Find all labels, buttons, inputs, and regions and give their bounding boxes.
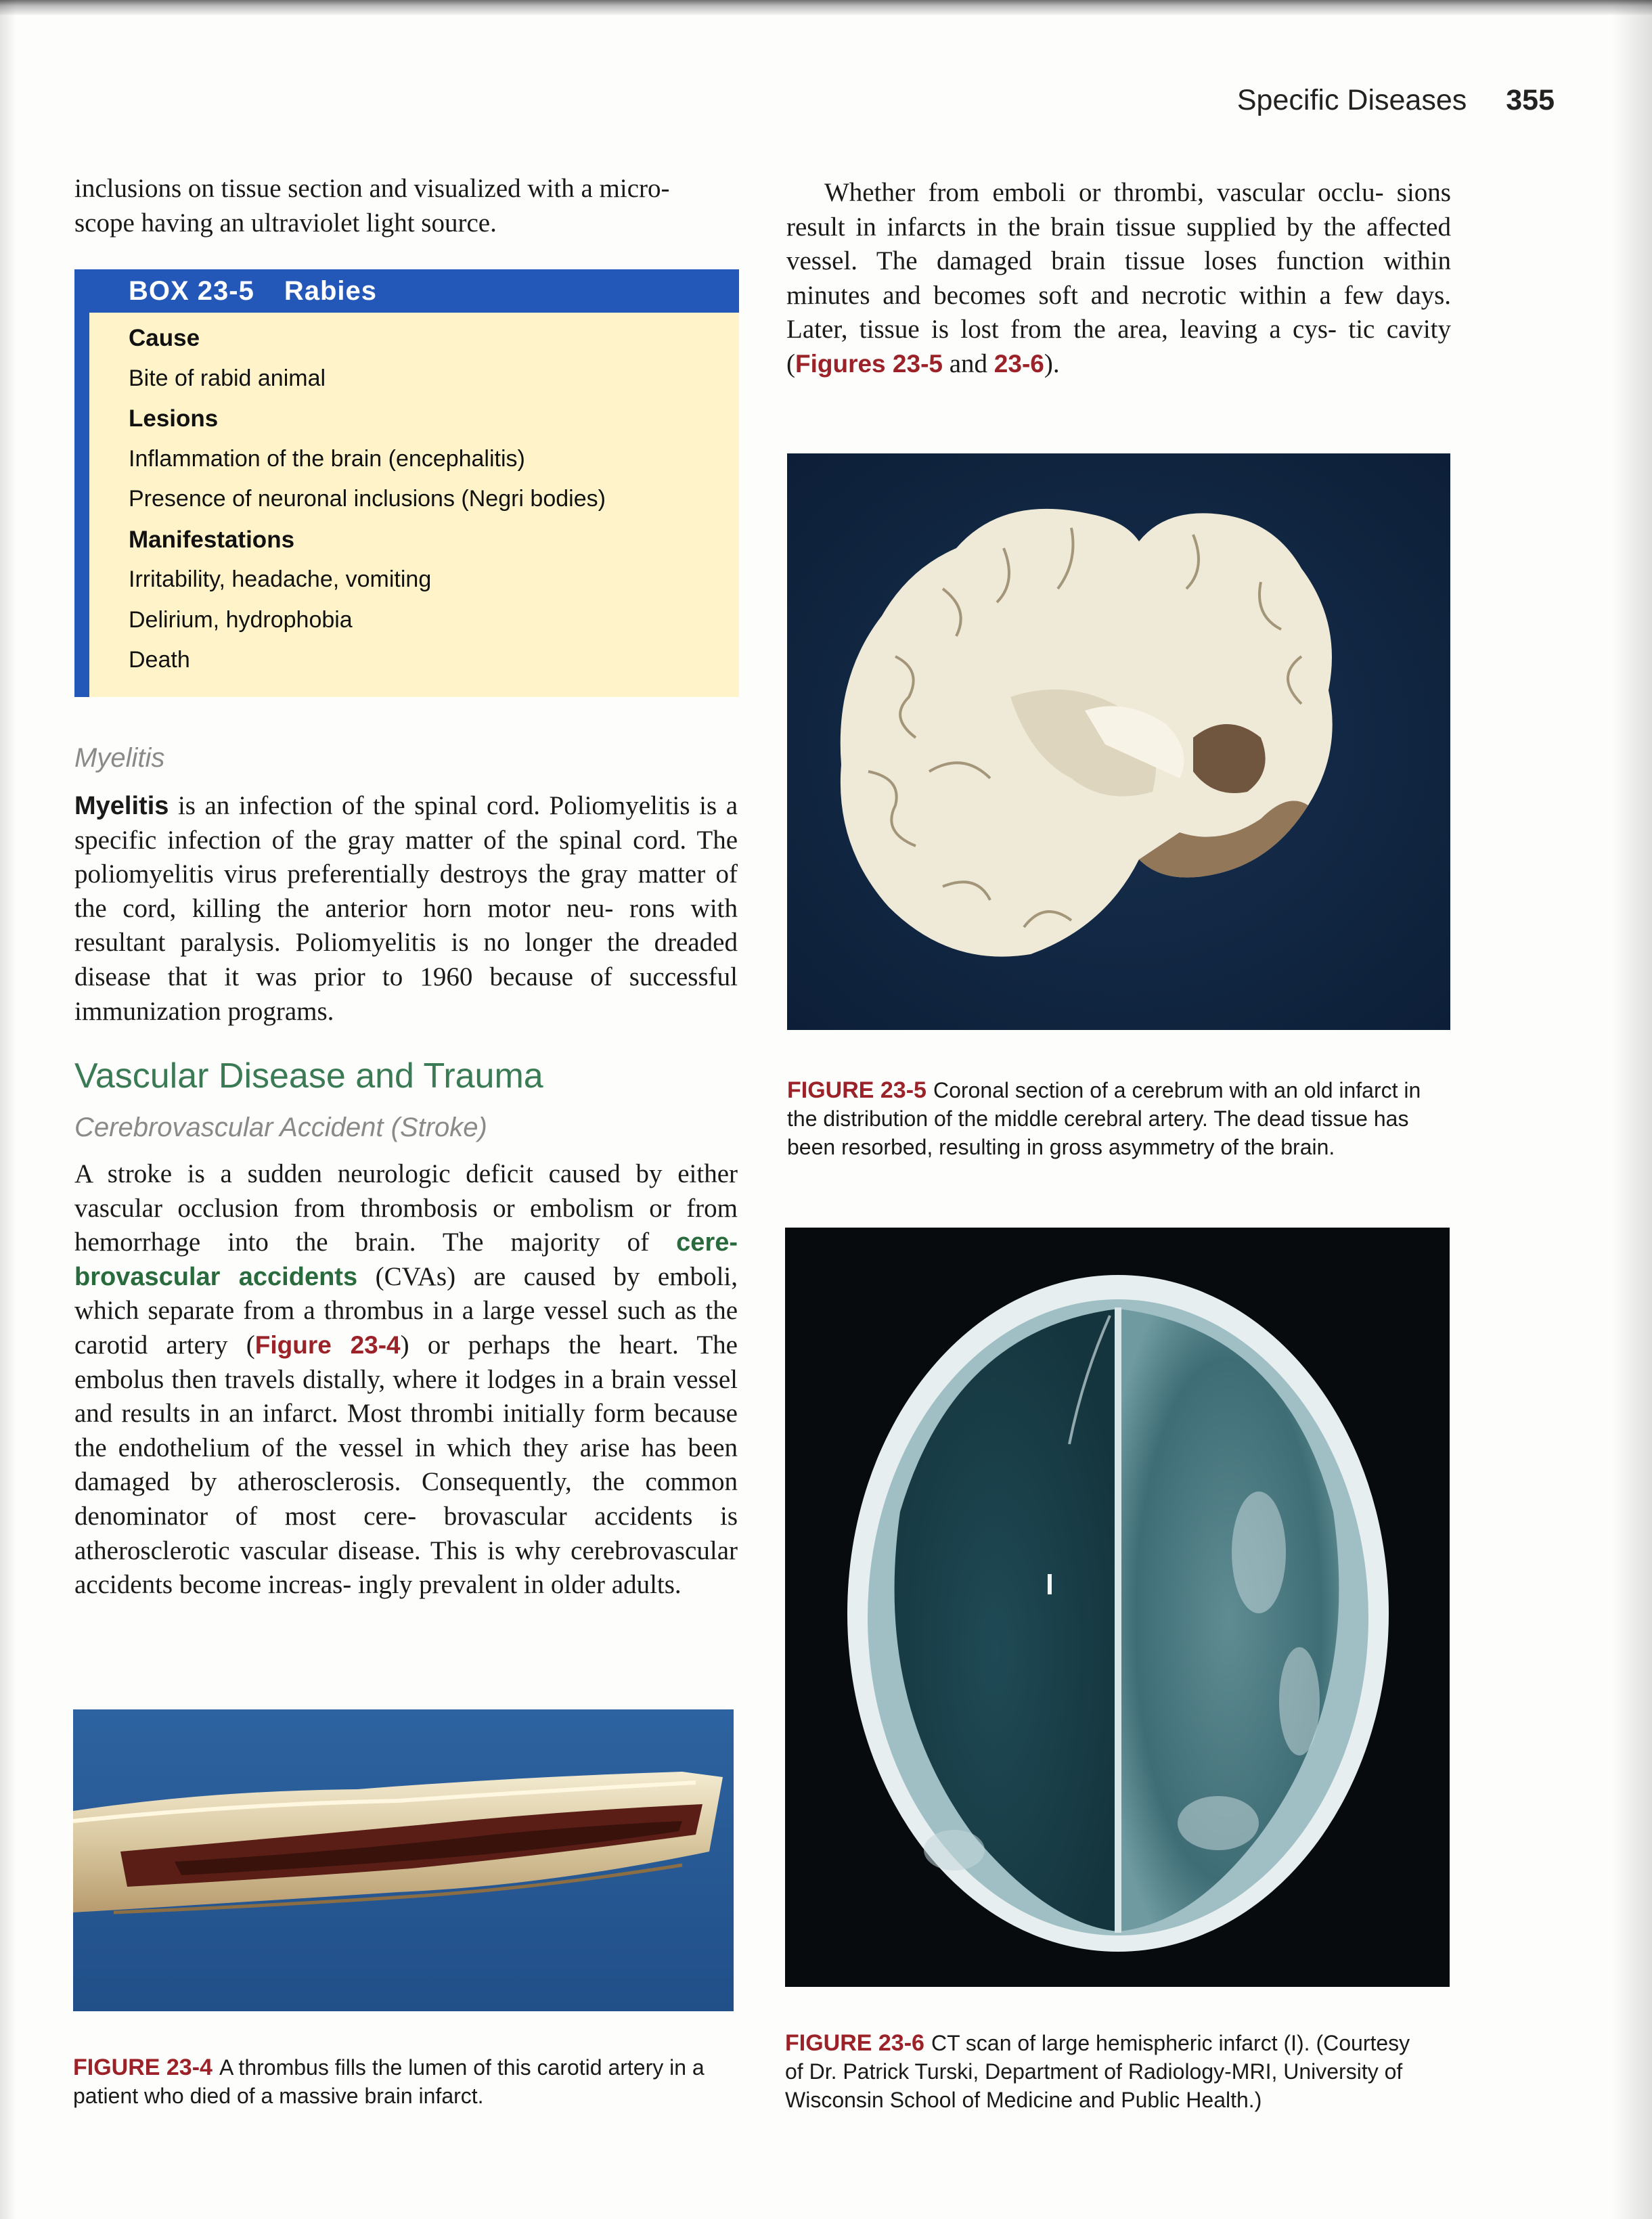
box-item: Presence of neuronal inclusions (Negri bodies)	[129, 486, 606, 512]
body-line: initially form because the endothelium of the vessel in	[74, 1399, 738, 1462]
body-line: the dreaded disease that it was prior to 1960 because of	[74, 928, 738, 991]
body-line: few days. Later, tissue is lost from the area, leaving a cys-	[786, 280, 1452, 344]
body-line: rons with resultant paralysis. Poliomyelitis is no longer	[74, 893, 738, 958]
body-line: The embolus then travels distally, where it lodges in	[74, 1330, 738, 1394]
box-item: Irritability, headache, vomiting	[129, 566, 432, 592]
figure-number: FIGURE 23-6	[785, 2030, 924, 2056]
stroke-heading: Cerebrovascular Accident (Stroke)	[74, 1113, 487, 1142]
infarct-paragraph	[786, 176, 1451, 382]
caption-line: Wisconsin School of Medicine and Public Health.)	[785, 2088, 1262, 2112]
figure-23-4-image	[73, 1709, 734, 2011]
page-edge-shadow	[1611, 0, 1652, 2219]
box-content	[89, 313, 739, 681]
body-line: A stroke is a sudden neurologic deficit caused by either	[74, 1159, 738, 1188]
figure-reference[interactable]: Figures 23-5	[795, 349, 943, 378]
body-line: and	[949, 349, 988, 378]
body-line: successful immunization programs.	[74, 962, 738, 1026]
body-line: Whether from emboli or thrombi, vascular occlu-	[824, 178, 1384, 207]
body-line: which they arise has been damaged by atherosclerosis.	[74, 1433, 738, 1497]
figure-number: FIGURE 23-5	[787, 1077, 927, 1103]
figure-reference[interactable]: Figure 23-4	[254, 1330, 401, 1359]
body-line: (CVAs) are caused by emboli,	[375, 1261, 738, 1291]
caption-line: of Dr. Patrick Turski, Department of Radiology-MRI, University of	[785, 2059, 1403, 2084]
caption-line: CT scan of large hemispheric infarct (I). (Courtesy	[931, 2031, 1410, 2055]
figure-23-5-image	[787, 453, 1450, 1030]
body-line: is an infection of the spinal cord. Poliomyelitis is	[177, 791, 717, 820]
figure-23-4-caption	[73, 2053, 736, 2110]
body-line: vascular occlusion from thrombosis or embolism or	[74, 1193, 671, 1223]
box-item: Bite of rabid animal	[129, 365, 326, 391]
intro-line: inclusions on tissue section and visualized with a micro-	[74, 174, 670, 203]
box-item: Delirium, hydrophobia	[129, 606, 353, 633]
body-line: sions result in infarcts in the brain tissue supplied by the	[786, 178, 1451, 242]
body-line: matter of the cord, killing the anterior horn motor neu-	[74, 859, 738, 923]
box-subheading: Lesions	[129, 405, 219, 432]
section-heading: Vascular Disease and Trauma	[74, 1056, 543, 1096]
body-line: which separate from a thrombus in a large vessel such	[74, 1296, 666, 1326]
intro-line: scope having an ultraviolet light source.	[74, 208, 497, 238]
body-line: within minutes and becomes soft and necrotic within a	[786, 246, 1452, 310]
myelitis-heading: Myelitis	[74, 743, 165, 773]
body-line: as the carotid artery (	[74, 1296, 738, 1360]
caption-line: the distribution of the middle cerebral artery. The dead tissue has	[787, 1106, 1409, 1131]
body-line: Consequently, the common denominator of most cere-	[74, 1467, 738, 1531]
body-line: a brain vessel and results in an infarct. Most thrombi	[74, 1364, 738, 1429]
body-line: a specific infection of the gray matter of the spinal cord.	[74, 791, 738, 855]
figure-23-6-caption	[785, 2029, 1448, 2114]
page-top-edge	[0, 0, 1652, 15]
body-line: ) or perhaps the heart.	[400, 1330, 679, 1360]
intro-paragraph	[74, 172, 738, 240]
myelitis-paragraph	[74, 789, 738, 1029]
box-header	[74, 269, 739, 313]
body-line: ).	[1044, 349, 1060, 378]
body-line: brovascular accidents is atherosclerotic vascular disease.	[74, 1501, 738, 1565]
figure-23-6-image	[785, 1228, 1450, 1987]
figure-reference[interactable]: 23-6	[994, 349, 1044, 378]
figure-number: FIGURE 23-4	[73, 2055, 213, 2080]
box-subheading: Cause	[129, 325, 200, 351]
body-line: tic cavity (	[786, 315, 1451, 378]
page-gutter-shadow	[0, 0, 16, 2219]
key-term-cva: cere-brovascular accidents	[74, 1228, 738, 1291]
body-line: This is why cerebrovascular accidents become increas-	[74, 1536, 738, 1600]
caption-line: been resorbed, resulting in gross asymmetry of the brain.	[787, 1135, 1335, 1159]
box-item: Inflammation of the brain (encephalitis)	[129, 445, 525, 472]
figure-23-5-caption	[787, 1076, 1450, 1161]
body-line: The poliomyelitis virus preferentially destroys the gray	[74, 825, 738, 889]
running-title: Specific Diseases	[1236, 84, 1467, 116]
box-subheading: Manifestations	[129, 526, 295, 553]
body-line: from hemorrhage into the brain. The majority of	[74, 1193, 738, 1257]
box-item: Death	[129, 647, 190, 673]
body-line: affected vessel. The damaged brain tissue loses function	[786, 212, 1451, 276]
page-number: 355	[1506, 84, 1555, 116]
caption-line: patient who died of a massive brain infarct.	[73, 2084, 484, 2108]
myelitis-term: Myelitis	[74, 792, 169, 820]
box-title: Rabies	[284, 275, 378, 306]
box-rabies	[74, 269, 739, 697]
stroke-paragraph	[74, 1157, 738, 1602]
box-number: BOX 23-5	[129, 275, 254, 306]
caption-line: A thrombus fills the lumen of this carotid artery in a	[219, 2055, 705, 2080]
body-line: ingly prevalent in older adults.	[358, 1570, 682, 1600]
running-head	[1237, 84, 1555, 117]
caption-line: Coronal section of a cerebrum with an old infarct in	[933, 1078, 1421, 1102]
